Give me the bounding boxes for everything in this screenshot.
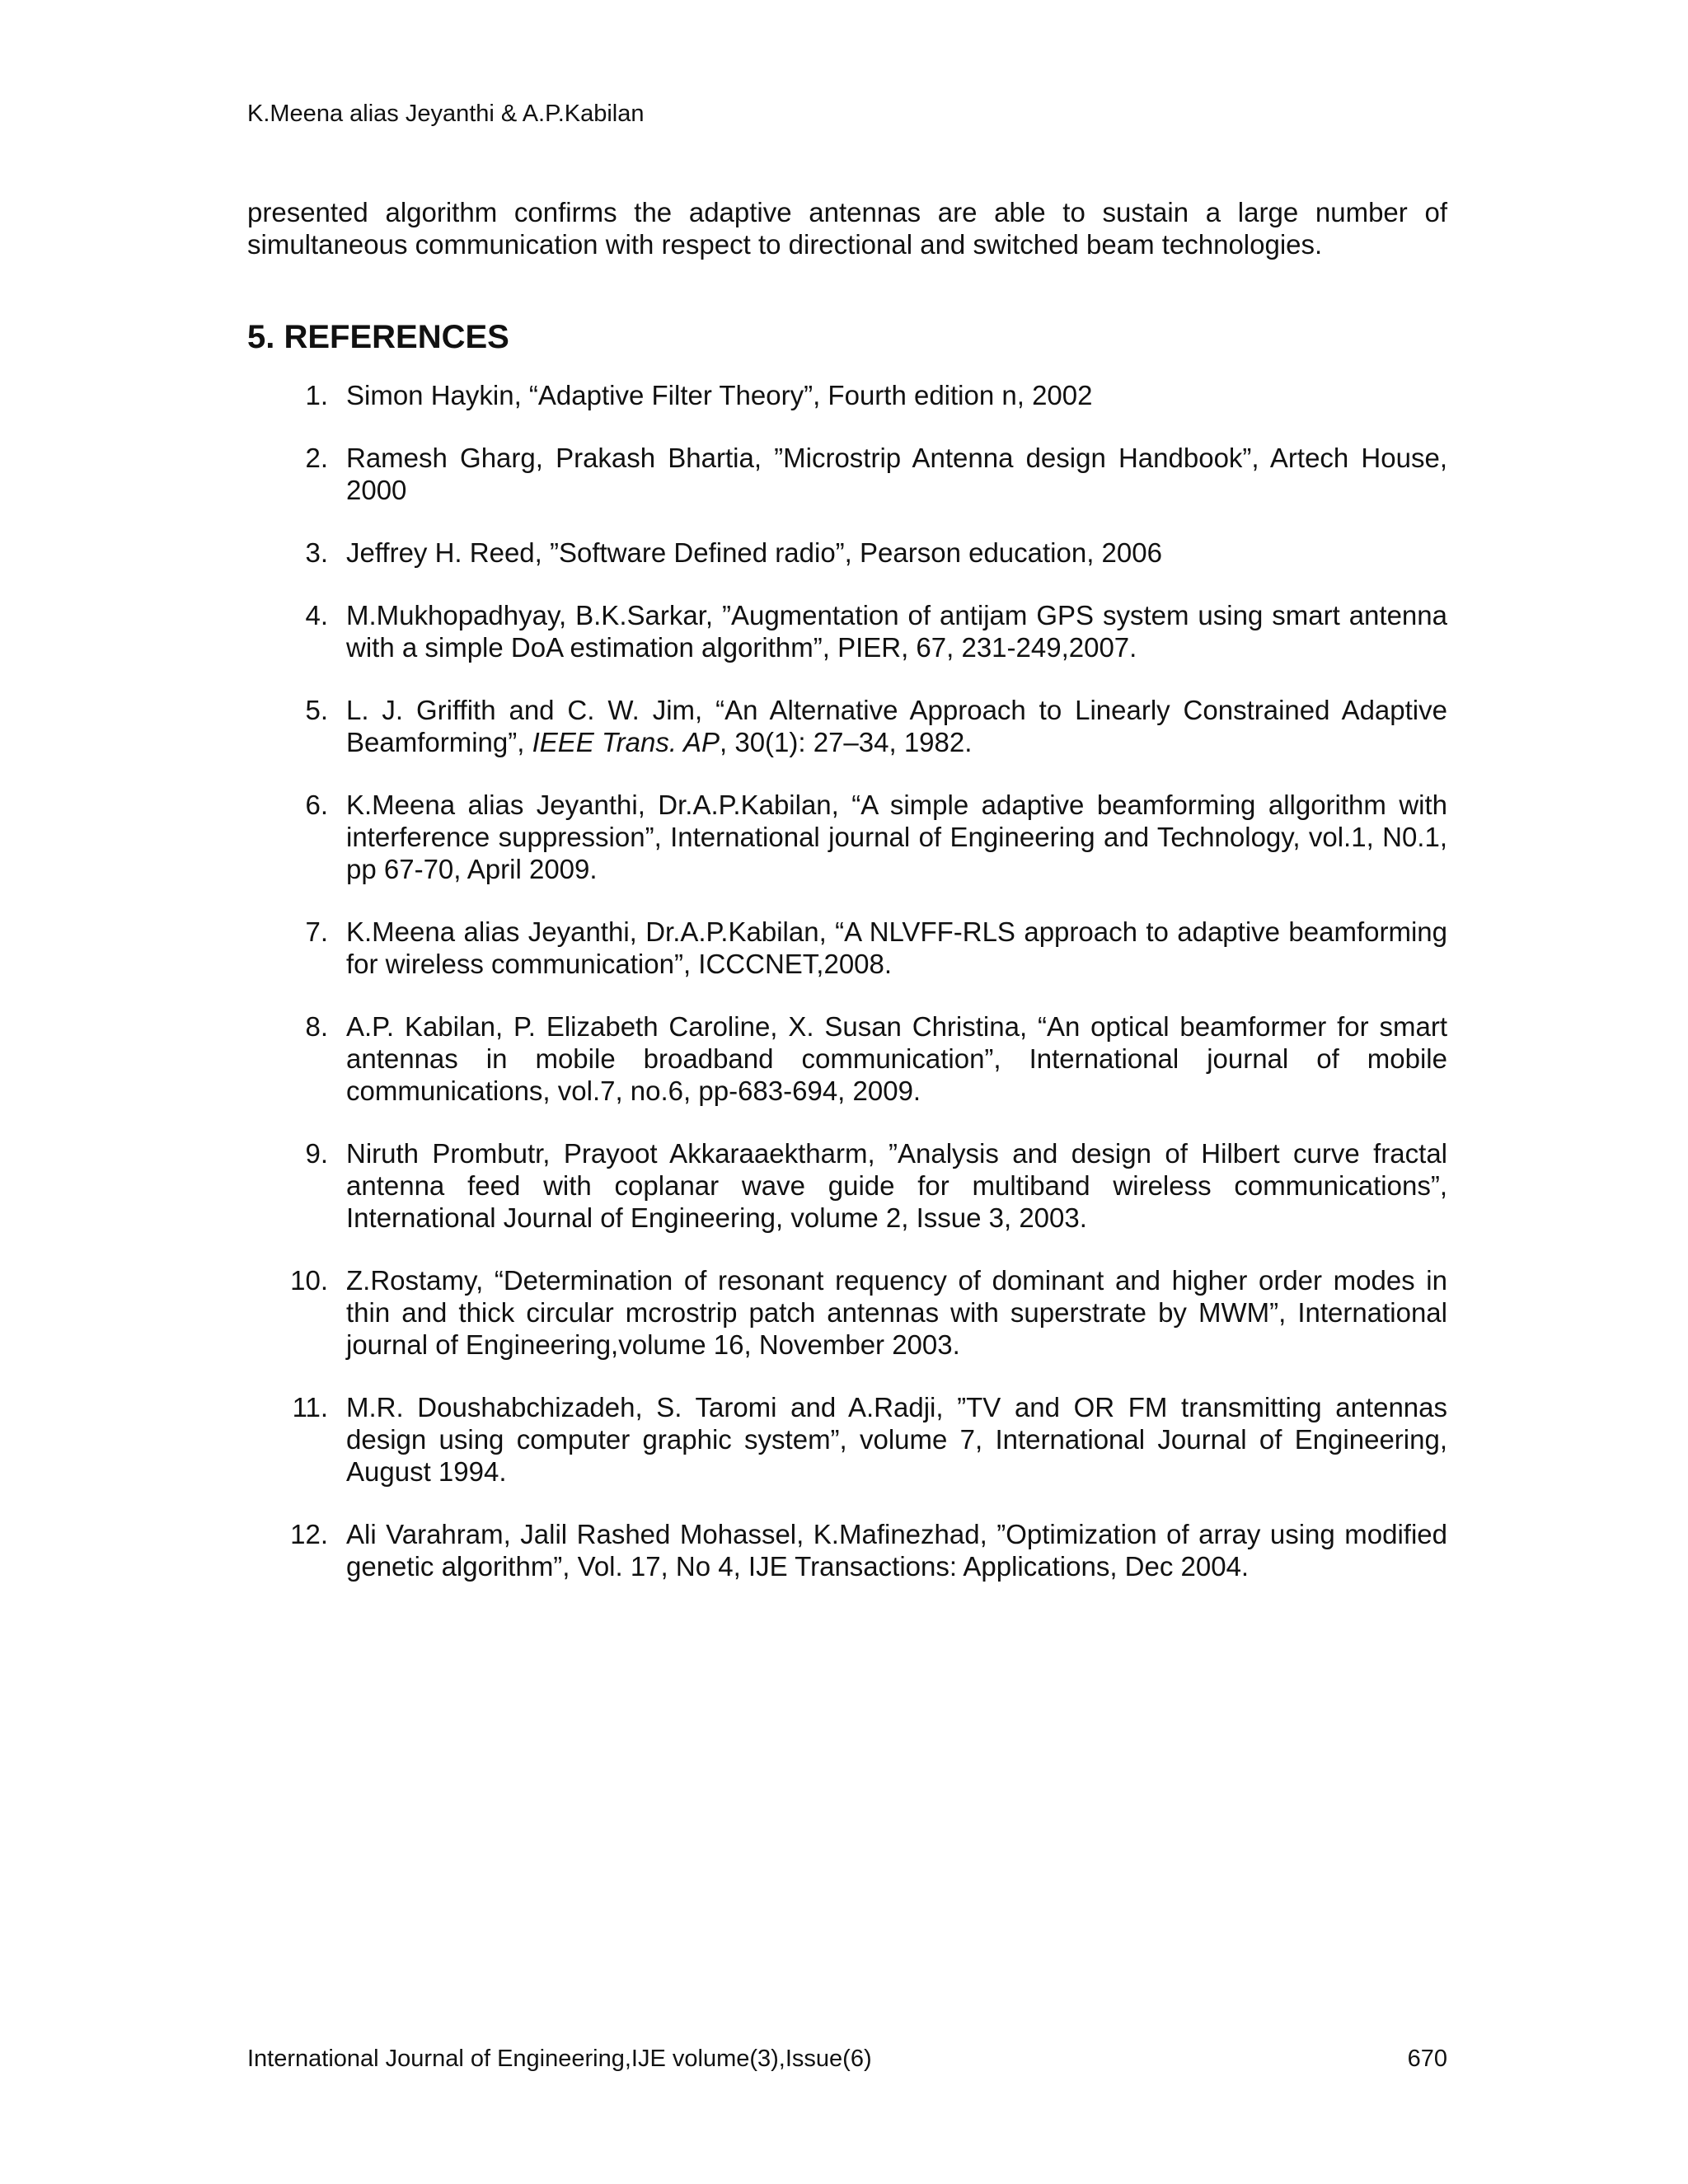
reference-text: M.Mukhopadhyay, B.K.Sarkar, ”Augmentation of antijam GPS system using smart antenna with a simple DoA estimation algorithm”, PIER, 67, 231-249,2007. <box>346 600 1447 663</box>
reference-item <box>247 1391 1447 1488</box>
page-number: 670 <box>1407 2046 1447 2072</box>
reference-text <box>346 694 1447 758</box>
reference-number: 12. <box>290 1519 328 1549</box>
page-content <box>247 196 1447 1613</box>
reference-number: 4. <box>305 600 328 630</box>
reference-item <box>247 1010 1447 1107</box>
journal-title-italic: IEEE Trans. AP <box>532 727 720 757</box>
reference-number: 2. <box>305 443 328 473</box>
reference-number: 9. <box>305 1138 328 1169</box>
reference-item <box>247 916 1447 980</box>
reference-item <box>247 1137 1447 1234</box>
reference-item <box>247 694 1447 758</box>
footer-journal: International Journal of Engineering,IJE volume(3),Issue(6) <box>247 2046 872 2072</box>
reference-text-main: L. J. Griffith and C. W. Jim, “An Alternative Approach to Linearly Constrained Adaptive Beamforming”, <box>346 695 1447 757</box>
reference-number: 7. <box>305 916 328 947</box>
reference-item <box>247 379 1447 411</box>
reference-text: Niruth Prombutr, Prayoot Akkaraaektharm, ”Analysis and design of Hilbert curve fractal antenna feed with coplanar wave guide for multiband wireless communications”, International Journal of Engineering, volume 2, Issue 3, 2003. <box>346 1138 1447 1233</box>
reference-item <box>247 442 1447 506</box>
reference-number: 11. <box>292 1392 328 1422</box>
page-footer <box>247 2042 1447 2075</box>
reference-item <box>247 1518 1447 1582</box>
reference-number: 5. <box>305 695 328 725</box>
reference-text: Z.Rostamy, “Determination of resonant requency of dominant and higher order modes in thin and thick circular mcrostrip patch antennas with superstrate by MWM”, International journal of Engineering,volume 16, November 2003. <box>346 1265 1447 1360</box>
intro-paragraph: presented algorithm confirms the adaptive antennas are able to sustain a large number of simultaneous communication with respect to directional and switched beam technologies. <box>247 197 1447 260</box>
reference-list <box>247 379 1447 1582</box>
reference-text-tail: , 30(1): 27–34, 1982. <box>720 727 973 757</box>
reference-number: 6. <box>305 790 328 820</box>
reference-text: K.Meena alias Jeyanthi, Dr.A.P.Kabilan, “A simple adaptive beamforming allgorithm with interference suppression”, International journal of Engineering and Technology, vol.1, N0.1, pp 67-70, April 2009. <box>346 790 1447 884</box>
reference-text: M.R. Doushabchizadeh, S. Taromi and A.Radji, ”TV and OR FM transmitting antennas design using computer graphic system”, volume 7, International Journal of Engineering, August 1994. <box>346 1392 1447 1487</box>
reference-text: Ali Varahram, Jalil Rashed Mohassel, K.Mafinezhad, ”Optimization of array using modified genetic algorithm”, Vol. 17, No 4, IJE Transactions: Applications, Dec 2004. <box>346 1519 1447 1582</box>
reference-text: Ramesh Gharg, Prakash Bhartia, ”Microstrip Antenna design Handbook”, Artech House, 2000 <box>346 443 1447 505</box>
reference-number: 10. <box>290 1265 328 1296</box>
reference-number: 1. <box>305 380 328 410</box>
running-head: K.Meena alias Jeyanthi & A.P.Kabilan <box>247 101 645 127</box>
reference-item <box>247 537 1447 569</box>
reference-number: 3. <box>305 537 328 568</box>
reference-item <box>247 789 1447 885</box>
reference-text: Simon Haykin, “Adaptive Filter Theory”, Fourth edition n, 2002 <box>346 380 1093 410</box>
section-heading-references: 5. REFERENCES <box>247 319 509 355</box>
reference-text: Jeffrey H. Reed, ”Software Defined radio”, Pearson education, 2006 <box>346 537 1162 568</box>
reference-item <box>247 1264 1447 1361</box>
reference-text: A.P. Kabilan, P. Elizabeth Caroline, X. Susan Christina, “An optical beamformer for smart antennas in mobile broadband communication”, International journal of mobile communications, vol.7, no.6, pp-683-694, 2009. <box>346 1011 1447 1106</box>
reference-text: K.Meena alias Jeyanthi, Dr.A.P.Kabilan, “A NLVFF-RLS approach to adaptive beamforming for wireless communication”, ICCCNET,2008. <box>346 916 1447 979</box>
reference-item <box>247 599 1447 663</box>
reference-number: 8. <box>305 1011 328 1042</box>
